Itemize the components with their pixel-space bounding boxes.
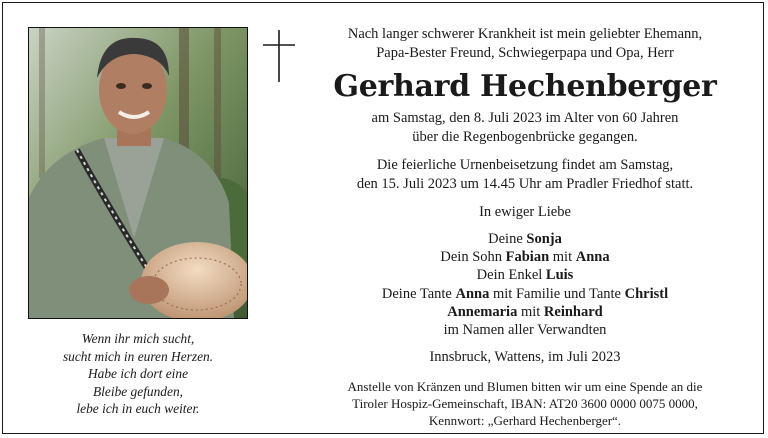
place-date: Innsbruck, Wattens, im Juli 2023: [429, 349, 621, 366]
donation-line: Kennwort: „Gerhard Hechenberger“.: [428, 413, 622, 429]
mourner-name: Anna: [455, 285, 490, 302]
poem-line: lebe ich in euch weiter.: [76, 401, 200, 417]
poem-line: Wenn ihr mich sucht,: [81, 331, 195, 346]
mourner-name: Anna: [575, 249, 610, 266]
poem-line: Habe ich dort eine: [87, 366, 189, 382]
mourner-line: [299, 230, 751, 248]
mourner-name: Annemaria: [447, 303, 518, 320]
mourner-name: Luis: [545, 267, 574, 284]
mourner-connector: mit: [549, 249, 576, 266]
funeral-notice: [299, 156, 751, 194]
donation-line: Anstelle von Kränzen und Blumen bitten wir um eine Spende an die: [347, 379, 703, 395]
farewell-text: In ewiger Liebe: [479, 204, 571, 220]
death-notice: [299, 109, 751, 147]
portrait-photo: [28, 27, 248, 319]
intro-text: [299, 25, 751, 63]
mourner-line: [299, 303, 751, 321]
cross-icon: [261, 30, 297, 82]
death-line: über die Regenbogenbrücke gegangen.: [412, 129, 638, 145]
mourner-name: Fabian: [505, 249, 550, 266]
mourners-list: [299, 230, 751, 339]
death-line: am Samstag, den 8. Juli 2023 im Alter von 60 Jahren: [371, 110, 679, 126]
mourner-line: [299, 266, 751, 284]
mourner-line: im Namen aller Verwandten: [443, 322, 607, 339]
memorial-poem: [25, 330, 251, 418]
poem-line: Bleibe gefunden,: [93, 383, 183, 399]
intro-line: Nach langer schwerer Krankheit ist mein geliebter Ehemann,: [347, 26, 703, 42]
mourner-connector: mit: [517, 303, 544, 320]
obituary-frame: [2, 2, 764, 434]
mourner-line: [299, 285, 751, 303]
portrait-illustration: [29, 28, 247, 318]
donation-line: Tiroler Hospiz-Gemeinschaft, IBAN: AT20 3600 0000 0075 0000,: [352, 396, 698, 412]
mourner-relation: Dein Sohn: [440, 249, 506, 266]
obituary-text: [299, 25, 751, 429]
donation-notice: [299, 378, 751, 429]
intro-line: Papa-Bester Freund, Schwiegerpapa und Opa, Herr: [376, 45, 674, 61]
mourner-relation: Deine: [488, 231, 527, 247]
mourner-name: Sonja: [526, 231, 562, 247]
mourner-relation: Dein Enkel: [476, 267, 546, 284]
mourner-connector: mit Familie und Tante: [489, 285, 625, 302]
funeral-line: Die feierliche Urnenbeisetzung findet am Samstag,: [376, 157, 674, 173]
mourner-name: Reinhard: [543, 303, 603, 320]
mourner-relation: Deine Tante: [381, 285, 456, 302]
mourner-line: [299, 248, 751, 266]
deceased-name: Gerhard Hechenberger: [333, 69, 717, 104]
poem-line: sucht mich in euren Herzen.: [62, 348, 214, 364]
mourner-name: Christl: [624, 285, 669, 302]
funeral-line: den 15. Juli 2023 um 14.45 Uhr am Pradler Friedhof statt.: [356, 176, 694, 192]
